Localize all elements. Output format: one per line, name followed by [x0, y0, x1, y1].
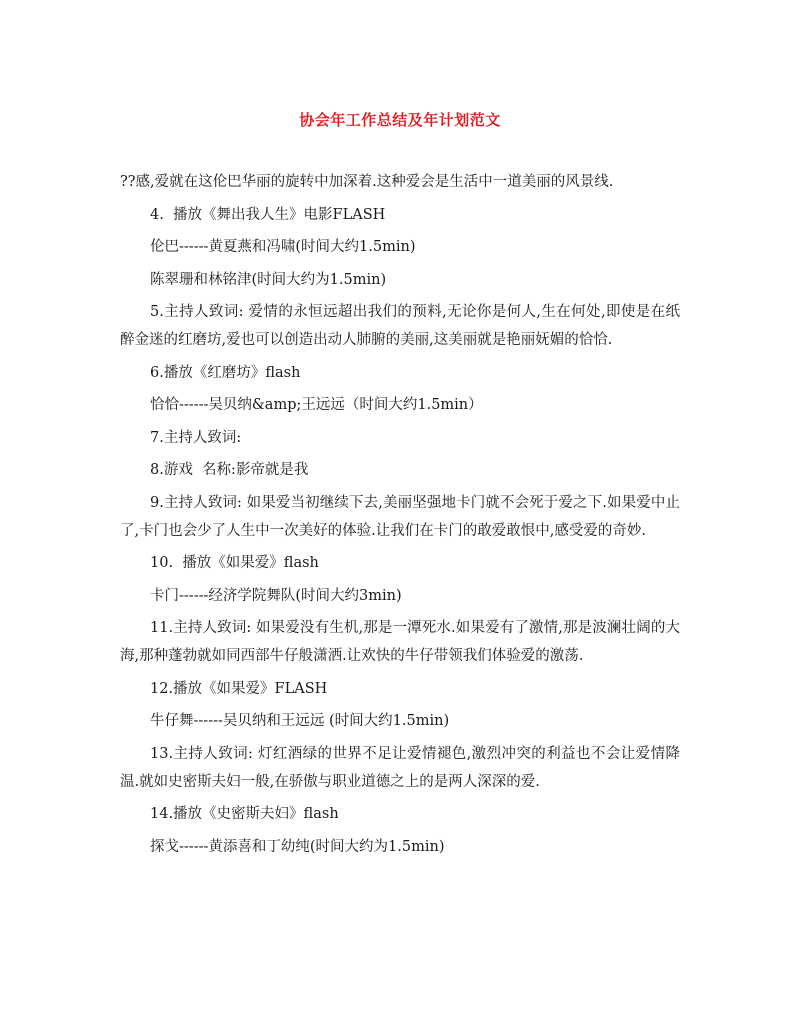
paragraph: 陈翠珊和林铭津(时间大约为1.5min): [150, 271, 387, 288]
paragraph: 13.主持人致词: 灯红酒绿的世界不足让爱情褪色,激烈冲突的利益也不会让爱情降温.就如史密斯夫妇一般,在骄傲与职业道德之上的是两人深深的爱.: [120, 745, 680, 790]
paragraph: 探戈------黄添喜和丁幼纯(时间大约为1.5min): [150, 838, 445, 855]
paragraph: 4. 播放《舞出我人生》电影FLASH: [150, 206, 386, 223]
document-title: 协会年工作总结及年计划范文: [299, 111, 501, 129]
paragraph: 恰恰------吴贝纳&amp;王远远（时间大约1.5min）: [150, 397, 483, 413]
paragraph: 伦巴------黄夏燕和冯啸(时间大约1.5min): [150, 239, 416, 255]
paragraph: 10. 播放《如果爱》flash: [150, 555, 319, 571]
paragraph: 12.播放《如果爱》FLASH: [150, 680, 328, 697]
paragraph: 9.主持人致词: 如果爱当初继续下去,美丽坚强地卡门就不会死于爱之下.如果爱中止了,卡门也会少了人生中一次美好的体验.让我们在卡门的敢爱敢恨中,感受爱的奇妙.: [120, 494, 680, 539]
paragraph: 卡门------经济学院舞队(时间大约3min): [150, 587, 402, 604]
paragraph: 5.主持人致词: 爱情的永恒远超出我们的预料,无论你是何人,生在何处,即使是在纸醉金迷的红磨坊,爱也可以创造出动人肺腑的美丽,这美丽就是艳丽妩媚的恰恰.: [120, 304, 680, 348]
paragraph: ??感,爱就在这伦巴华丽的旋转中加深着.这种爱会是生活中一道美丽的风景线.: [120, 174, 614, 190]
paragraph: 牛仔舞------吴贝纳和王远远 (时间大约1.5min): [150, 713, 450, 729]
paragraph: 11.主持人致词: 如果爱没有生机,那是一潭死水.如果爱有了激情,那是波澜壮阔的大海,那种蓬勃就如同西部牛仔般潇洒.让欢快的牛仔带领我们体验爱的激荡.: [120, 620, 680, 664]
paragraph: 8.游戏 名称:影帝就是我: [150, 462, 309, 478]
paragraph: 14.播放《史密斯夫妇》flash: [150, 806, 339, 822]
paragraph: 7.主持人致词:: [150, 429, 242, 446]
document-body: [120, 168, 680, 865]
paragraph: 6.播放《红磨坊》flash: [150, 364, 301, 381]
